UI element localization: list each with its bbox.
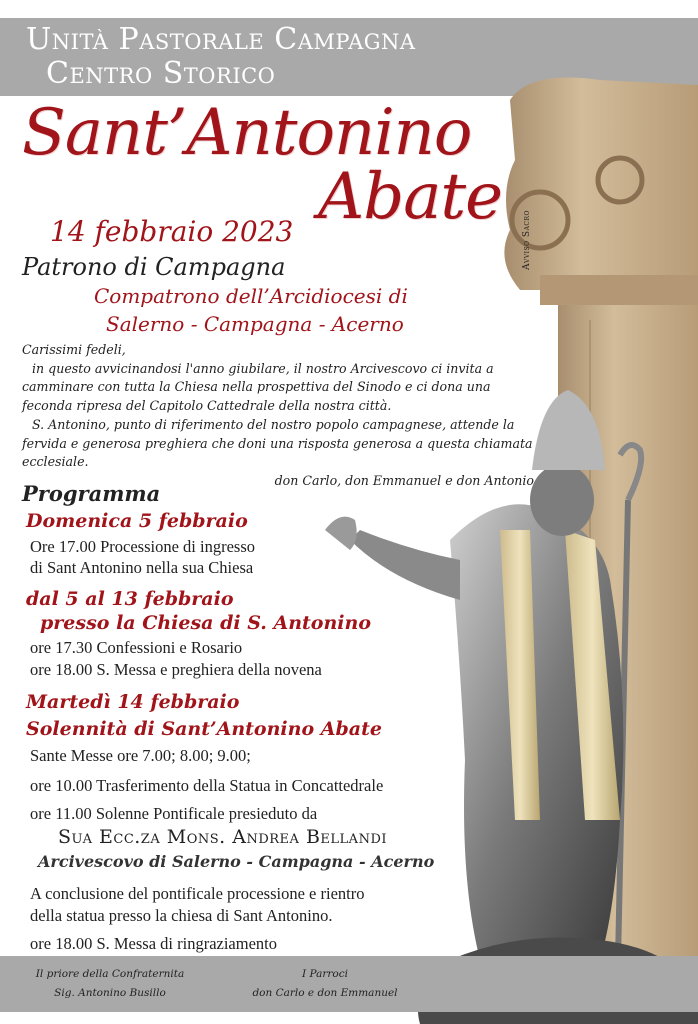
day1-line2: di Sant Antonino nella sua Chiesa [30, 558, 254, 577]
day2-line2: ore 18.00 S. Messa e preghiera della novena [30, 660, 322, 679]
day2-title2: presso la Chiesa di S. Antonino [40, 612, 371, 634]
side-label: Avviso Sacro [522, 210, 532, 270]
pastoral-letter [22, 341, 534, 491]
letter-paragraph-2: S. Antonino, punto di riferimento del nostro popolo campagnese, attende la fervida e generosa preghiera che doni una risposta generosa a questa chiamata ecclesiale. [22, 416, 533, 470]
day2-line1: ore 17.30 Confessioni e Rosario [30, 638, 243, 657]
main-title-line1: Sant’Antonino [22, 96, 472, 170]
letter-signature: don Carlo, don Emmanuel e don Antonio [274, 472, 534, 488]
parish-unit-title: Unità Pastorale Campagna [26, 22, 416, 57]
footer-right-line1: I Parroci [302, 968, 348, 980]
parish-unit-subtitle: Centro Storico [46, 56, 276, 91]
footer-band [0, 956, 698, 1012]
day3-title1: Martedì 14 febbraio [26, 691, 240, 713]
day3-line4: A conclusione del pontificale processione e rientro [30, 884, 365, 903]
bishop-title: Arcivescovo di Salerno - Campagna - Acerno [38, 852, 435, 871]
day2-title1: dal 5 al 13 febbraio [26, 588, 234, 610]
day1-title: Domenica 5 febbraio [26, 510, 248, 532]
day3-title2: Solennità di Sant’Antonino Abate [26, 718, 382, 740]
footer-left-line1: Il priore della Confraternita [35, 968, 185, 980]
copatron-line2: Salerno - Campagna - Acerno [106, 312, 404, 336]
day3-line3: ore 11.00 Solenne Pontificale presieduto da [30, 804, 318, 823]
event-date: 14 febbraio 2023 [50, 215, 294, 248]
patron-subtitle: Patrono di Campagna [22, 253, 286, 281]
bishop-name: Sua Ecc.za Mons. Andrea Bellandi [58, 826, 387, 848]
day3-line2: ore 10.00 Trasferimento della Statua in Concattedrale [30, 776, 384, 795]
copatron-line1: Compatrono dell’Arcidiocesi di [94, 284, 408, 308]
footer-right-line2: don Carlo e don Emmanuel [252, 987, 398, 999]
footer-left-line2: Sig. Antonino Busillo [54, 987, 166, 999]
main-title-line2: Abate [318, 160, 502, 234]
program-heading: Programma [22, 481, 161, 506]
day3-line5: della statua presso la chiesa di Sant Antonino. [30, 906, 333, 925]
letter-paragraph-1: in questo avvicinandosi l'anno giubilare, il nostro Arcivescovo ci invita a camminare con tutta la Chiesa nella prospettiva del Sinodo e ci dona una feconda ripresa del Capitolo Cattedrale della nostra città. [22, 360, 494, 414]
day3-line6: ore 18.00 S. Messa di ringraziamento [30, 934, 277, 953]
day1-line1: Ore 17.00 Processione di ingresso [30, 537, 256, 556]
day3-line1: Sante Messe ore 7.00; 8.00; 9.00; [30, 746, 251, 765]
letter-greeting: Carissimi fedeli, [22, 342, 126, 357]
